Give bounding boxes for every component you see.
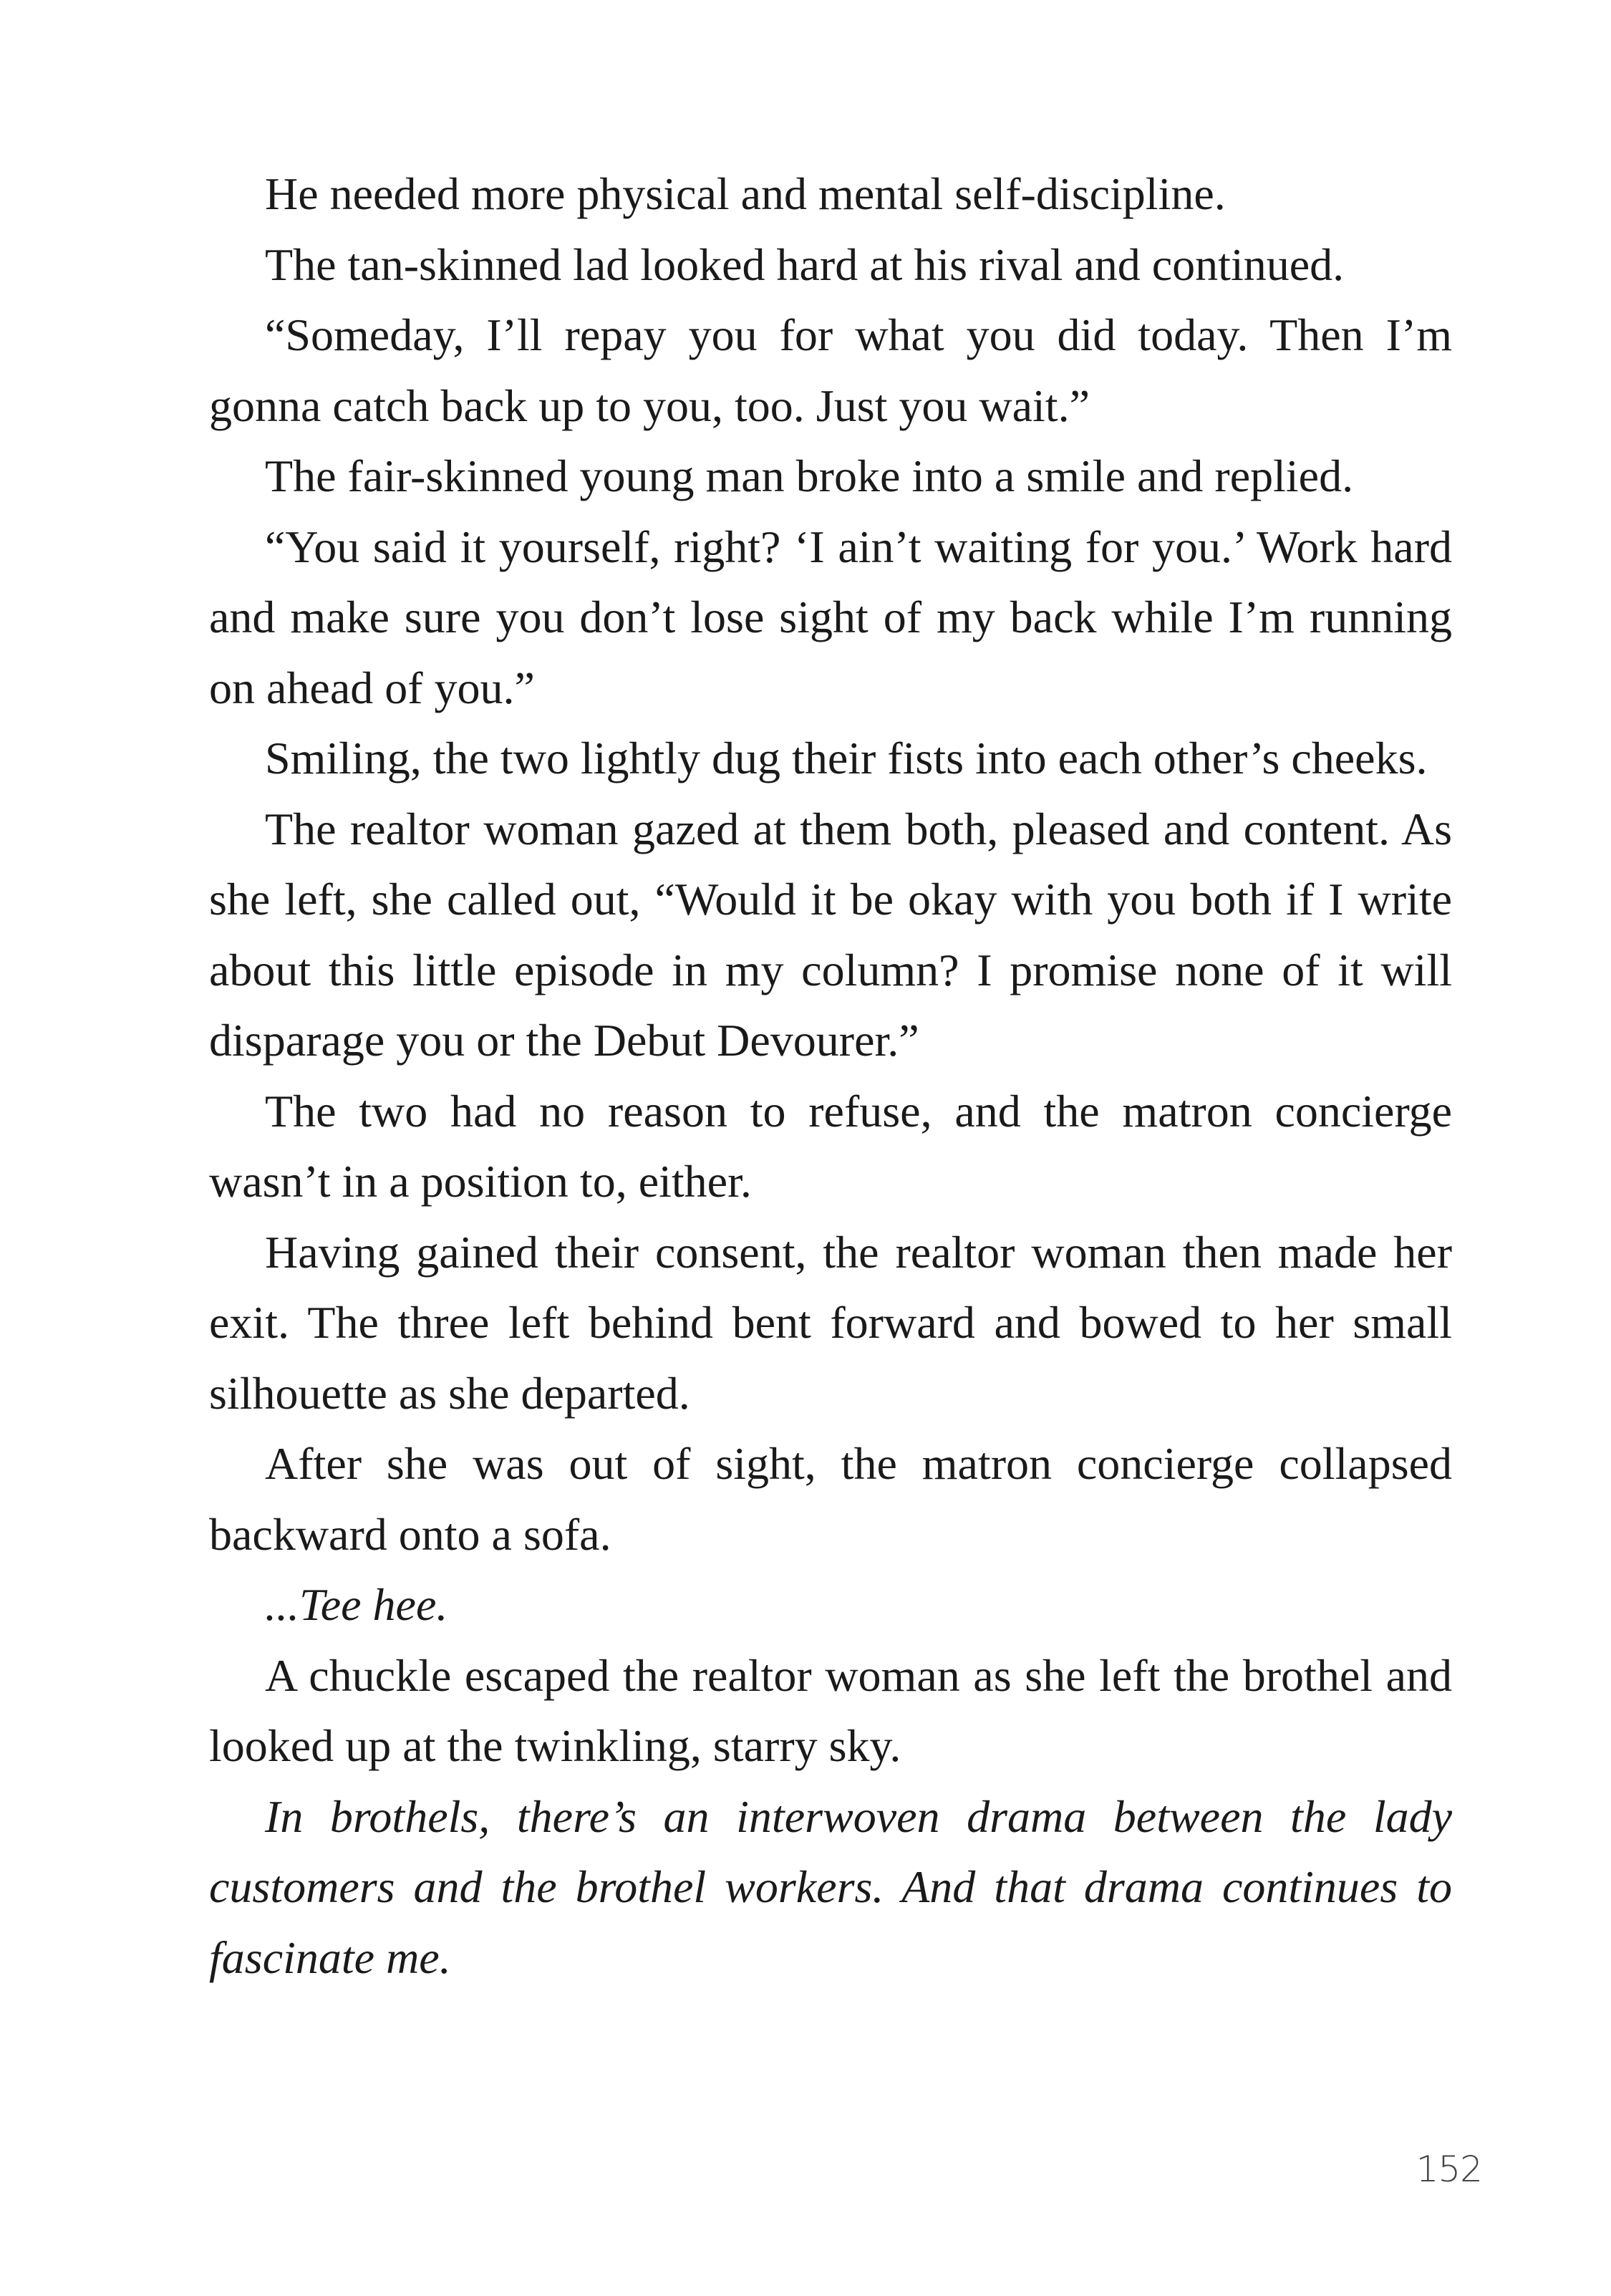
paragraph: The tan-skinned lad looked hard at his rival and continued.	[265, 238, 1345, 290]
paragraph: The fair-skinned young man broke into a smile and replied.	[265, 450, 1354, 501]
paragraph: Having gained their consent, the realtor woman then made her exit. The three left behind bent forward and bowed to her small silhouette as she departed.	[209, 1226, 1452, 1419]
body-text	[209, 159, 1452, 1993]
paragraph: The realtor woman gazed at them both, pleased and content. As she left, she called out, “Would it be okay with you both if I write about this little episode in my column? I promise none of it will disparage you or the Debut Devourer.”	[209, 803, 1452, 1066]
paragraph: After she was out of sight, the matron concierge collapsed backward onto a sofa.	[209, 1438, 1452, 1560]
page-number: 152	[1416, 2148, 1482, 2190]
paragraph: He needed more physical and mental self-discipline.	[265, 168, 1226, 219]
paragraph: Smiling, the two lightly dug their fists into each other’s cheeks.	[265, 733, 1428, 783]
paragraph: The two had no reason to refuse, and the matron concierge wasn’t in a position to, either.	[209, 1085, 1452, 1207]
italic-paragraph: ...Tee hee.	[265, 1579, 448, 1630]
italic-paragraph: In brothels, there’s an interwoven drama between the lady customers and the brothel workers. And that drama continues to fascinate me.	[209, 1790, 1452, 1983]
paragraph: “Someday, I’ll repay you for what you did today. Then I’m gonna catch back up to you, too. Just you wait.”	[209, 309, 1452, 431]
paragraph: “You said it yourself, right? ‘I ain’t waiting for you.’ Work hard and make sure you don’t lose sight of my back while I’m running on ahead of you.”	[209, 521, 1452, 713]
paragraph: A chuckle escaped the realtor woman as she left the brothel and looked up at the twinkling, starry sky.	[209, 1649, 1452, 1771]
